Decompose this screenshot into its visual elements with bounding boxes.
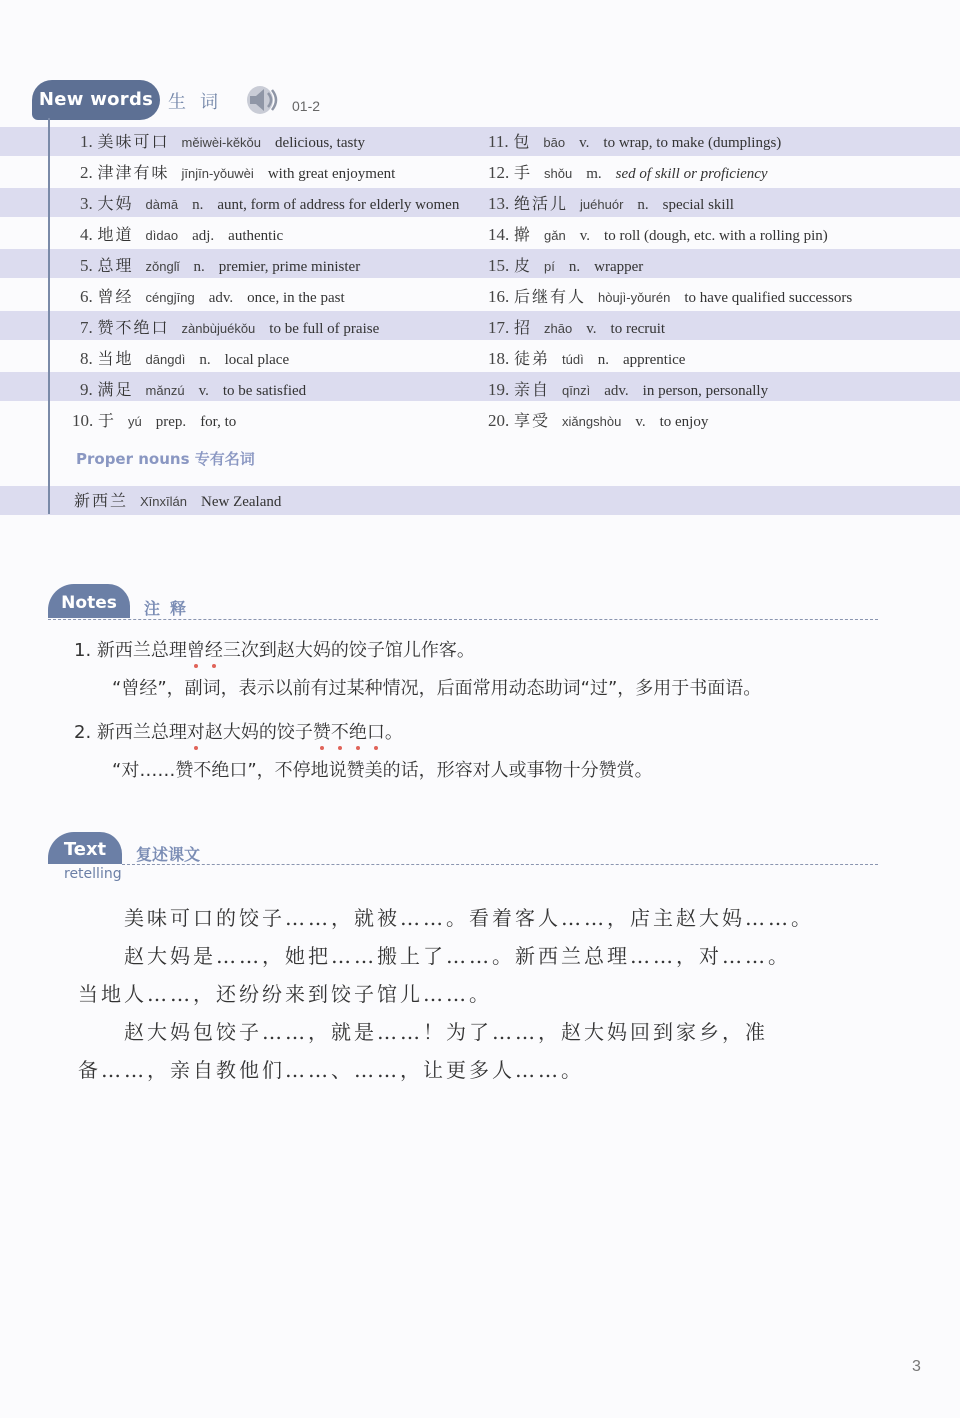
vocab-pinyin: měiwèi-kěkǒu xyxy=(181,135,262,150)
vocab-meaning: local place xyxy=(224,352,290,368)
vocab-pinyin: zǒnglǐ xyxy=(145,259,180,274)
vocab-hanzi: 皮 xyxy=(514,256,533,275)
vocab-num: 6. xyxy=(80,287,93,306)
note-text: 赵大妈的饺子 xyxy=(204,722,313,743)
vocab-pinyin: xiǎngshòu xyxy=(562,414,622,429)
vocab-meaning: to enjoy xyxy=(659,414,709,430)
vocab-pinyin: túdì xyxy=(562,352,584,367)
vocab-pinyin: zhāo xyxy=(544,321,573,336)
vocab-num: 5. xyxy=(80,256,93,275)
vocab-hanzi: 总理 xyxy=(97,256,134,275)
note-explanation: “曾经”，副词，表示以前有过某种情况，后面常用动态助词“过”，多用于书面语。 xyxy=(112,678,762,699)
vocab-hanzi: 绝活儿 xyxy=(514,194,569,213)
vocab-row xyxy=(488,312,852,343)
vocab-hanzi: 招 xyxy=(514,318,533,337)
vocab-meaning: to be full of praise xyxy=(269,321,380,337)
vocab-pos: n. xyxy=(568,259,581,275)
section-divider xyxy=(48,619,878,620)
vocab-meaning: to roll (dough, etc. with a rolling pin) xyxy=(604,228,828,244)
vocab-pos: adv. xyxy=(208,290,234,306)
notes-label: Notes xyxy=(48,584,130,618)
note-text: 三次到赵大妈的饺子馆儿作客。 xyxy=(222,640,475,661)
vocab-pinyin: pí xyxy=(544,259,555,274)
note-text: 。 xyxy=(384,722,403,743)
text-retelling-cn-label: 复述课文 xyxy=(136,845,201,864)
vocab-row xyxy=(488,188,852,219)
vocab-row xyxy=(488,126,852,157)
vocab-num: 11. xyxy=(488,132,509,151)
emphasis-char: 不 xyxy=(330,722,349,743)
vocab-hanzi: 后继有人 xyxy=(514,287,587,306)
vocab-pinyin: qīnzì xyxy=(562,383,591,398)
note-text: 2. 新西兰总理 xyxy=(74,722,187,743)
vocab-pos: n. xyxy=(193,259,205,275)
vocab-row xyxy=(80,188,459,219)
vocab-num: 13. xyxy=(488,194,510,213)
note-sentence xyxy=(74,636,475,662)
vocab-hanzi: 赞不绝口 xyxy=(97,318,170,337)
audio-track-number: 01-2 xyxy=(292,98,321,114)
vocab-pinyin: zànbùjuékǒu xyxy=(181,321,256,336)
vocab-hanzi: 当地 xyxy=(97,349,134,368)
vocab-hanzi: 津津有味 xyxy=(97,163,170,182)
emphasis-char: 曾 xyxy=(186,640,205,661)
vocab-num: 19. xyxy=(488,380,510,399)
vocab-pos: n. xyxy=(637,197,649,213)
emphasis-char: 经 xyxy=(204,640,223,661)
vocab-row xyxy=(488,374,852,405)
vocab-meaning: to be satisfied xyxy=(222,383,307,399)
page-number: 3 xyxy=(912,1358,921,1375)
vocab-pos: v. xyxy=(579,228,591,244)
proper-noun-meaning: New Zealand xyxy=(201,494,282,510)
vocab-right-column xyxy=(488,126,852,436)
proper-noun-hanzi: 新西兰 xyxy=(74,491,129,510)
emphasis-char: 口 xyxy=(366,722,385,743)
vocab-meaning: for, to xyxy=(200,414,237,430)
vocab-num: 15. xyxy=(488,256,510,275)
vocab-pinyin: jīnjīn-yǒuwèi xyxy=(181,166,254,181)
vocab-pinyin: dāngdì xyxy=(145,352,186,367)
retelling-line: 赵大妈是……，她把……搬上了……。新西兰总理……，对……。 xyxy=(124,944,791,968)
vocab-meaning: to recruit xyxy=(610,321,666,337)
notes-cn-label: 注释 xyxy=(144,599,197,618)
vocab-meaning: authentic xyxy=(228,228,284,244)
vocab-row xyxy=(80,126,459,157)
vocab-pos: adj. xyxy=(192,228,215,244)
text-retelling-label: Text xyxy=(48,832,122,864)
speaker-icon[interactable] xyxy=(244,84,284,116)
vocab-hanzi: 包 xyxy=(513,132,532,151)
vocab-meaning: apprentice xyxy=(622,352,686,368)
vocab-meaning: premier, prime minister xyxy=(218,259,361,275)
vocab-num: 10. xyxy=(72,411,94,430)
retelling-line: 当地人……，还纷纷来到饺子馆儿……。 xyxy=(78,982,492,1006)
vocab-row xyxy=(488,219,852,250)
vocab-hanzi: 亲自 xyxy=(514,380,551,399)
vocab-row xyxy=(80,219,459,250)
vocab-hanzi: 手 xyxy=(514,163,533,182)
retelling-line: 赵大妈包饺子……，就是……！为了……，赵大妈回到家乡，准 xyxy=(124,1020,768,1044)
vocab-num: 17. xyxy=(488,318,510,337)
vocab-meaning: wrapper xyxy=(594,259,644,275)
note-text: 1. 新西兰总理 xyxy=(74,640,187,661)
new-words-cn-label: 生词 xyxy=(168,92,232,113)
proper-nouns-heading: Proper nouns 专有名词 xyxy=(76,450,255,468)
vocab-pos: n. xyxy=(192,197,204,213)
vocab-pinyin: bāo xyxy=(543,135,566,150)
vocab-row xyxy=(488,281,852,312)
new-words-label: New words xyxy=(32,80,160,120)
vocab-meaning: special skill xyxy=(662,197,734,213)
vocab-pinyin: juéhuór xyxy=(580,197,624,212)
vocab-num: 8. xyxy=(80,349,93,368)
vocab-pos: adv. xyxy=(604,383,629,399)
vocab-meaning: to wrap, to make (dumplings) xyxy=(603,135,782,151)
vocab-pos: v. xyxy=(586,321,597,337)
vocab-pinyin: mǎnzú xyxy=(145,383,185,398)
vocab-pos: v. xyxy=(635,414,646,430)
emphasis-char: 赞 xyxy=(312,722,331,743)
vocab-num: 12. xyxy=(488,163,510,182)
retelling-line: 美味可口的饺子……，就被……。看着客人……，店主赵大妈……。 xyxy=(124,906,814,930)
vocab-row xyxy=(488,405,852,436)
vocab-meaning: once, in the past xyxy=(247,290,345,306)
vocab-hanzi: 擀 xyxy=(514,225,533,244)
vocab-meaning: sed of skill or proficiency xyxy=(615,166,768,182)
vocab-meaning: with great enjoyment xyxy=(267,166,396,182)
section-divider xyxy=(122,864,878,865)
vocab-num: 18. xyxy=(488,349,510,368)
vocab-row xyxy=(72,405,459,436)
vocab-pos: n. xyxy=(597,352,609,368)
vocab-row xyxy=(488,250,852,281)
vocab-pinyin: dìdao xyxy=(145,228,179,243)
vocab-row xyxy=(488,157,852,188)
vocab-meaning: to have qualified successors xyxy=(684,290,853,306)
text-retelling-subtitle: retelling xyxy=(64,866,122,882)
vocab-pinyin: gǎn xyxy=(544,228,566,243)
vocab-num: 9. xyxy=(80,380,93,399)
vocab-pos: prep. xyxy=(155,414,187,430)
vocab-hanzi: 曾经 xyxy=(97,287,134,306)
vocab-hanzi: 美味可口 xyxy=(97,132,170,151)
proper-noun-pinyin: Xīnxīlán xyxy=(140,494,187,509)
retelling-line: 备……，亲自教他们……、……，让更多人……。 xyxy=(78,1058,584,1082)
vocab-hanzi: 徒弟 xyxy=(514,349,551,368)
vocab-num: 16. xyxy=(488,287,510,306)
emphasis-char: 对 xyxy=(186,722,205,743)
vocab-pinyin: yú xyxy=(128,414,142,429)
vocab-row xyxy=(80,312,459,343)
vocab-hanzi: 地道 xyxy=(97,225,134,244)
vocab-hanzi: 享受 xyxy=(514,411,551,430)
vocab-pos: v. xyxy=(579,135,590,151)
section-rule xyxy=(48,118,50,514)
vocab-num: 2. xyxy=(80,163,93,182)
vocab-hanzi: 大妈 xyxy=(97,194,134,213)
vocab-row xyxy=(80,374,459,405)
vocab-hanzi: 满足 xyxy=(97,380,134,399)
note-sentence xyxy=(74,718,403,744)
vocab-row xyxy=(80,343,459,374)
vocab-hanzi: 于 xyxy=(98,411,117,430)
vocab-row xyxy=(80,281,459,312)
vocab-num: 14. xyxy=(488,225,510,244)
vocab-num: 20. xyxy=(488,411,510,430)
vocab-pinyin: hòujì-yǒurén xyxy=(598,290,671,305)
vocab-meaning: in person, personally xyxy=(642,383,769,399)
vocab-pos: m. xyxy=(586,166,602,182)
vocab-num: 3. xyxy=(80,194,93,213)
proper-noun-row xyxy=(74,485,281,516)
vocab-meaning: delicious, tasty xyxy=(275,135,366,151)
vocab-row xyxy=(488,343,852,374)
vocab-pinyin: céngjīng xyxy=(145,290,195,305)
emphasis-char: 绝 xyxy=(348,722,367,743)
vocab-pinyin: dàmā xyxy=(145,197,179,212)
vocab-left-column xyxy=(72,126,460,436)
vocab-pos: n. xyxy=(199,352,211,368)
note-explanation: “对……赞不绝口”，不停地说赞美的话，形容对人或事物十分赞赏。 xyxy=(112,760,653,781)
vocab-meaning: aunt, form of address for elderly women xyxy=(217,197,460,213)
vocab-num: 1. xyxy=(80,132,93,151)
vocab-row xyxy=(80,250,459,281)
vocab-num: 4. xyxy=(80,225,93,244)
vocab-pinyin: shǒu xyxy=(544,166,573,181)
vocab-num: 7. xyxy=(80,318,93,337)
vocab-pos: v. xyxy=(198,383,209,399)
vocab-row xyxy=(80,157,459,188)
